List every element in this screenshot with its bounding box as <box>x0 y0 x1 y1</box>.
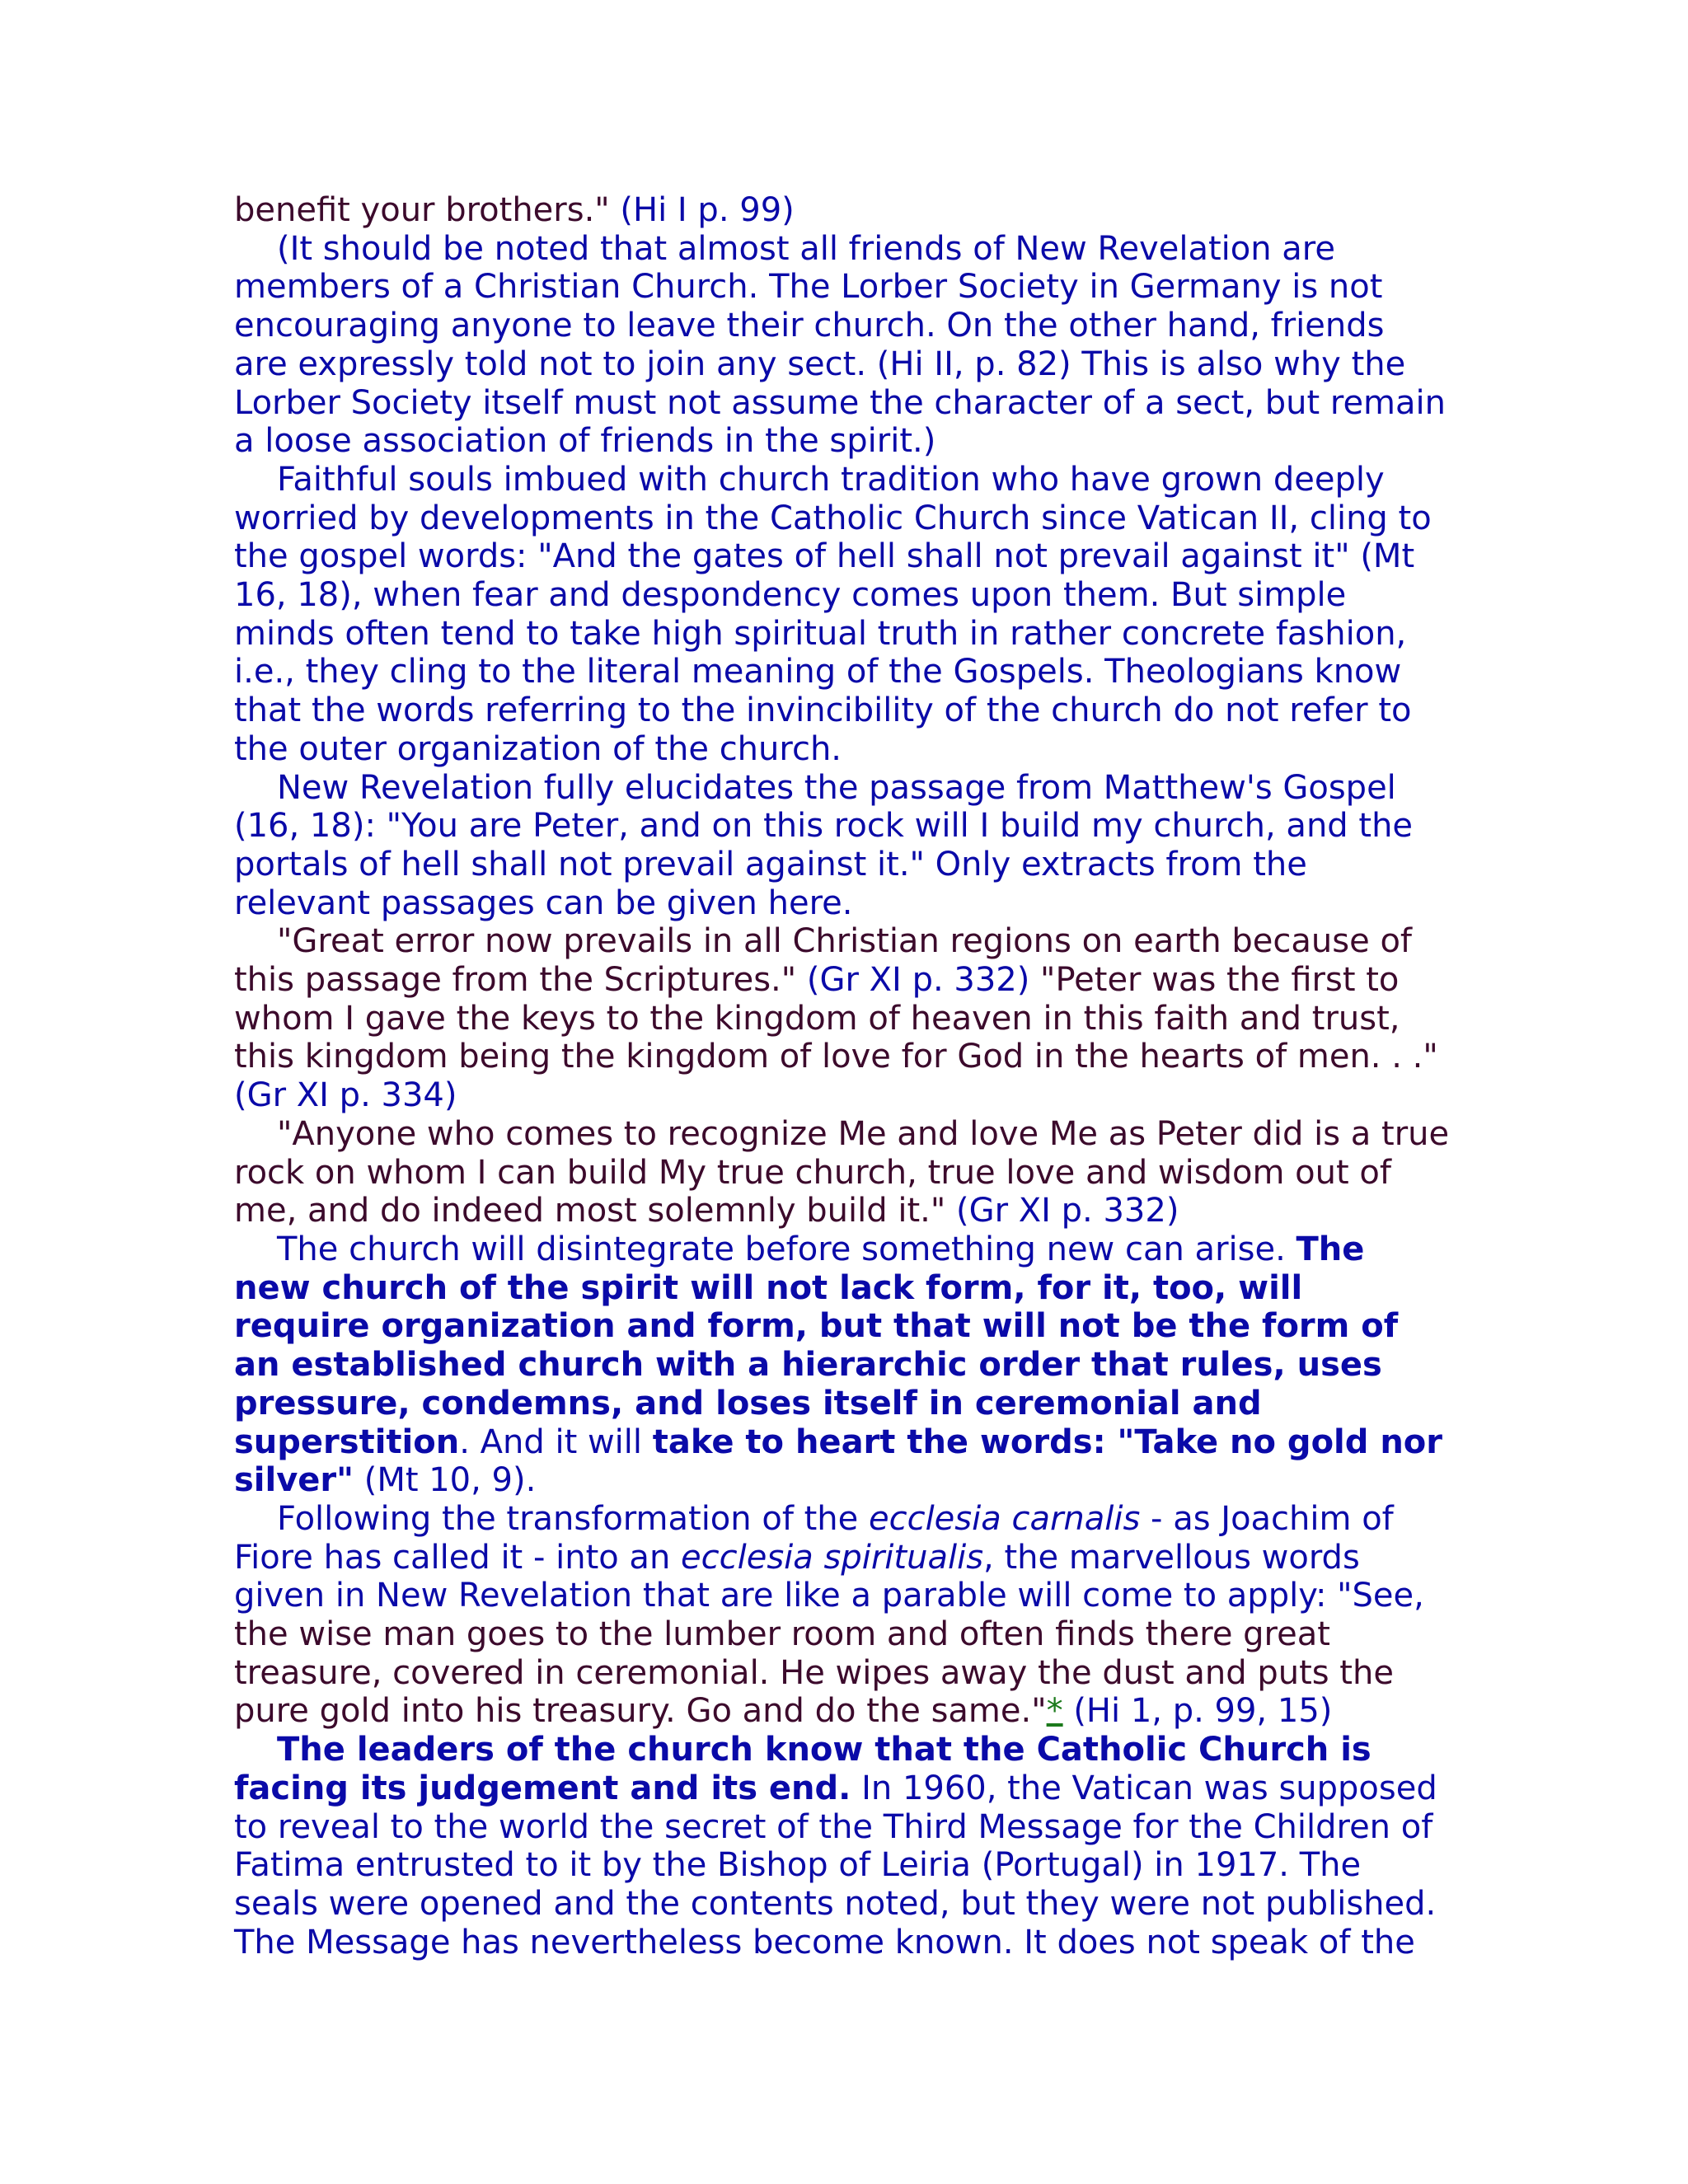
document-page <box>234 191 1470 1961</box>
paragraph-line: The leaders of the church know that the Catholic Church is <box>277 1731 1372 1769</box>
paragraph-line: new church of the spirit will not lack form, for it, too, will <box>234 1268 1303 1307</box>
paragraph-line: rock on whom I can build My true church, true love and wisdom out of <box>234 1153 1391 1192</box>
paragraph-line: encouraging anyone to leave their church. On the other hand, friends <box>234 307 1385 345</box>
paragraph-3 <box>234 461 1470 769</box>
paragraph-line: treasure, covered in ceremonial. He wipes away the dust and puts the <box>234 1653 1394 1692</box>
paragraph-line: that the words referring to the invincibility of the church do not refer to <box>234 691 1412 730</box>
paragraph-line: Faithful souls imbued with church tradition who have grown deeply <box>277 460 1385 499</box>
paragraph-line: this passage from the Scriptures." (Gr XI p. 332) "Peter was the first to <box>234 961 1400 1000</box>
paragraph-line: members of a Christian Church. The Lorber Society in Germany is not <box>234 268 1383 307</box>
paragraph-line: seals were opened and the contents noted, but they were not published. <box>234 1884 1437 1923</box>
paragraph-line: relevant passages can be given here. <box>234 883 853 922</box>
paragraph-line: The church will disintegrate before something new can arise. The <box>277 1230 1365 1268</box>
footnote-link[interactable]: * <box>1046 1692 1063 1731</box>
paragraph-7 <box>234 1230 1470 1500</box>
paragraph-6 <box>234 1115 1470 1230</box>
paragraph-line: portals of hell shall not prevail against it." Only extracts from the <box>234 845 1307 883</box>
paragraph-8 <box>234 1500 1470 1731</box>
paragraph-line: the gospel words: "And the gates of hell shall not prevail against it" (Mt <box>234 537 1415 576</box>
paragraph-line: are expressly told not to join any sect. (Hi II, p. 82) This is also why the <box>234 344 1406 383</box>
paragraph-line: 16, 18), when fear and despondency comes upon them. But simple <box>234 576 1347 615</box>
paragraph-line: the wise man goes to the lumber room and often finds there great <box>234 1615 1330 1654</box>
paragraph-9 <box>234 1731 1470 1961</box>
paragraph-line: "Anyone who comes to recognize Me and love Me as Peter did is a true <box>277 1114 1450 1153</box>
paragraph-1 <box>234 191 1470 230</box>
paragraph-2 <box>234 230 1470 461</box>
paragraph-line: benefit your brothers." (Hi I p. 99) <box>234 191 795 229</box>
paragraph-line: Fiore has called it - into an ecclesia spiritualis, the marvellous words <box>234 1538 1360 1577</box>
paragraph-line: (It should be noted that almost all friends of New Revelation are <box>277 229 1335 268</box>
paragraph-4 <box>234 769 1470 923</box>
paragraph-line: "Great error now prevails in all Christian regions on earth because of <box>277 922 1412 961</box>
paragraph-line: pure gold into his treasury. Go and do the same."* (Hi 1, p. 99, 15) <box>234 1692 1333 1731</box>
paragraph-line: given in New Revelation that are like a parable will come to apply: "See, <box>234 1577 1424 1615</box>
paragraph-line: Following the transformation of the ecclesia carnalis - as Joachim of <box>277 1499 1394 1538</box>
paragraph-line: an established church with a hierarchic order that rules, uses <box>234 1346 1382 1385</box>
paragraph-line: whom I gave the keys to the kingdom of heaven in this faith and trust, <box>234 999 1400 1038</box>
paragraph-line: The Message has nevertheless become known. It does not speak of the <box>234 1923 1415 1961</box>
paragraph-line: New Revelation fully elucidates the passage from Matthew's Gospel <box>277 768 1396 807</box>
paragraph-line: to reveal to the world the secret of the Third Message for the Children of <box>234 1807 1433 1846</box>
paragraph-line: (Gr XI p. 334) <box>234 1076 457 1115</box>
paragraph-line: pressure, condemns, and loses itself in ceremonial and <box>234 1384 1262 1422</box>
paragraph-line: a loose association of friends in the spirit.) <box>234 422 936 461</box>
paragraph-line: this kingdom being the kingdom of love for God in the hearts of men. . ." <box>234 1038 1438 1076</box>
paragraph-line: me, and do indeed most solemnly build it." (Gr XI p. 332) <box>234 1192 1179 1230</box>
paragraph-line: worried by developments in the Catholic Church since Vatican II, cling to <box>234 499 1432 537</box>
paragraph-line: (16, 18): "You are Peter, and on this rock will I build my church, and the <box>234 807 1414 846</box>
paragraph-5 <box>234 922 1470 1115</box>
paragraph-line: the outer organization of the church. <box>234 729 842 768</box>
paragraph-line: require organization and form, but that will not be the form of <box>234 1307 1399 1346</box>
paragraph-line: Fatima entrusted to it by the Bishop of Leiria (Portugal) in 1917. The <box>234 1846 1362 1885</box>
paragraph-line: Lorber Society itself must not assume the character of a sect, but remain <box>234 383 1446 422</box>
paragraph-line: silver" (Mt 10, 9). <box>234 1461 537 1500</box>
paragraph-line: i.e., they cling to the literal meaning of the Gospels. Theologians know <box>234 653 1402 691</box>
paragraph-line: superstition. And it will take to heart the words: "Take no gold nor <box>234 1422 1442 1461</box>
paragraph-line: minds often tend to take high spiritual truth in rather concrete fashion, <box>234 614 1407 653</box>
paragraph-line: facing its judgement and its end. In 1960, the Vatican was supposed <box>234 1769 1437 1807</box>
